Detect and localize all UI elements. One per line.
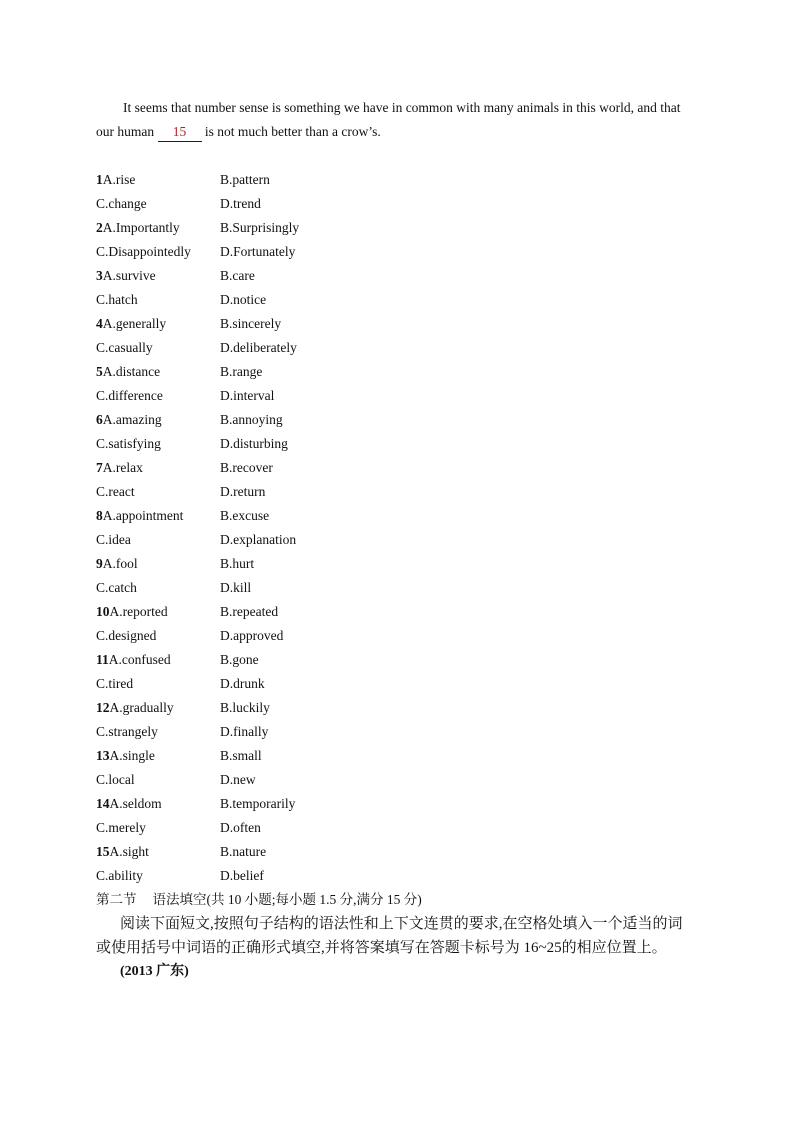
question-row (96, 504, 416, 528)
question-row (96, 576, 416, 600)
question-number: 4 (96, 316, 103, 331)
option-d[interactable]: D.often (220, 820, 261, 835)
option-a[interactable] (96, 648, 171, 672)
question-number: 6 (96, 412, 103, 427)
question-row (96, 600, 416, 624)
option-b[interactable]: B.care (220, 268, 255, 283)
option-b[interactable]: B.recover (220, 460, 273, 475)
question-row (96, 624, 416, 648)
option-d[interactable]: D.return (220, 484, 266, 499)
option-a[interactable] (96, 216, 180, 240)
option-a[interactable] (96, 600, 168, 624)
option-d[interactable]: D.deliberately (220, 340, 297, 355)
question-row (96, 264, 416, 288)
option-a[interactable] (96, 312, 166, 336)
option-c[interactable]: C.hatch (96, 292, 138, 307)
option-d[interactable]: D.finally (220, 724, 269, 739)
option-a[interactable] (96, 840, 149, 864)
option-c[interactable]: C.change (96, 196, 147, 211)
option-b[interactable]: B.luckily (220, 700, 270, 715)
question-row (96, 192, 416, 216)
question-row (96, 408, 416, 432)
question-number: 1 (96, 172, 103, 187)
question-row (96, 720, 416, 744)
option-d[interactable]: D.belief (220, 868, 264, 883)
question-number: 7 (96, 460, 103, 475)
answer-blank[interactable]: 15 (158, 123, 202, 142)
option-d[interactable]: D.trend (220, 196, 261, 211)
question-number: 11 (96, 652, 109, 667)
question-row (96, 552, 416, 576)
option-a-text: A.confused (108, 652, 171, 667)
question-number: 5 (96, 364, 103, 379)
question-row (96, 384, 416, 408)
question-number: 14 (96, 796, 110, 811)
option-b[interactable]: B.Surprisingly (220, 220, 300, 235)
option-b[interactable]: B.gone (220, 652, 259, 667)
passage-text-before: It seems that number sense is something we have in common with many animals in this world, and that our human (96, 100, 681, 139)
option-b[interactable]: B.annoying (220, 412, 283, 427)
option-c[interactable]: C.Disappointedly (96, 244, 191, 259)
section-heading (96, 888, 422, 912)
question-number: 8 (96, 508, 103, 523)
option-a[interactable] (96, 360, 160, 384)
option-a-text: A.sight (109, 844, 149, 859)
option-a[interactable] (96, 504, 183, 528)
section-title: 语法填空(共 10 小题;每小题 1.5 分,满分 15 分) (152, 892, 422, 907)
option-c[interactable]: C.tired (96, 676, 134, 691)
option-d[interactable]: D.new (220, 772, 256, 787)
question-row (96, 816, 416, 840)
option-c[interactable]: C.react (96, 484, 135, 499)
option-a-text: A.generally (102, 316, 167, 331)
options-list (96, 168, 416, 888)
option-c[interactable]: C.difference (96, 388, 163, 403)
option-a-text: A.relax (102, 460, 143, 475)
option-c[interactable]: C.idea (96, 532, 131, 547)
option-d[interactable]: D.drunk (220, 676, 265, 691)
option-a-text: A.appointment (102, 508, 184, 523)
option-a[interactable] (96, 264, 156, 288)
option-b[interactable]: B.small (220, 748, 262, 763)
option-a-text: A.Importantly (102, 220, 180, 235)
passage-paragraph (96, 96, 696, 144)
option-b[interactable]: B.excuse (220, 508, 270, 523)
option-c[interactable]: C.designed (96, 628, 157, 643)
option-a-text: A.distance (102, 364, 161, 379)
option-c[interactable]: C.casually (96, 340, 153, 355)
option-a-text: A.amazing (102, 412, 162, 427)
option-b[interactable]: B.hurt (220, 556, 255, 571)
option-d[interactable]: D.interval (220, 388, 275, 403)
question-number: 10 (96, 604, 110, 619)
question-number: 2 (96, 220, 103, 235)
question-row (96, 360, 416, 384)
question-row (96, 456, 416, 480)
option-a[interactable] (96, 696, 174, 720)
question-row (96, 864, 416, 888)
option-a[interactable] (96, 744, 155, 768)
option-c[interactable]: C.local (96, 772, 135, 787)
option-b[interactable]: B.repeated (220, 604, 279, 619)
option-a-text: A.survive (102, 268, 156, 283)
question-row (96, 240, 416, 264)
section-label: 第二节 (96, 892, 137, 907)
option-c[interactable]: C.catch (96, 580, 137, 595)
option-a[interactable] (96, 792, 162, 816)
question-number: 13 (96, 748, 110, 763)
option-a[interactable] (96, 408, 162, 432)
question-number: 12 (96, 700, 110, 715)
question-row (96, 168, 416, 192)
option-a[interactable] (96, 168, 135, 192)
section-instructions (96, 912, 696, 960)
option-a-text: A.gradually (109, 700, 174, 715)
question-row (96, 840, 416, 864)
question-number: 9 (96, 556, 103, 571)
question-row (96, 528, 416, 552)
option-d[interactable]: D.approved (220, 628, 284, 643)
option-c[interactable]: C.ability (96, 868, 143, 883)
option-d[interactable]: D.kill (220, 580, 252, 595)
question-row (96, 216, 416, 240)
option-b[interactable]: B.temporarily (220, 796, 296, 811)
option-b[interactable]: B.pattern (220, 172, 270, 187)
question-row (96, 312, 416, 336)
option-a-text: A.single (109, 748, 155, 763)
question-row (96, 744, 416, 768)
question-number: 3 (96, 268, 103, 283)
option-c[interactable]: C.satisfying (96, 436, 161, 451)
option-b[interactable]: B.range (220, 364, 263, 379)
option-b[interactable]: B.nature (220, 844, 267, 859)
option-b[interactable]: B.sincerely (220, 316, 282, 331)
option-d[interactable]: D.notice (220, 292, 267, 307)
option-c[interactable]: C.strangely (96, 724, 158, 739)
question-row (96, 672, 416, 696)
question-row (96, 792, 416, 816)
option-a[interactable] (96, 552, 138, 576)
question-row (96, 648, 416, 672)
question-number: 15 (96, 844, 110, 859)
instructions-text: 阅读下面短文,按照句子结构的语法性和上下文连贯的要求,在空格处填入一个适当的词或使用括号中词语的正确形式填空,并将答案填写在答题卡标号为 16~25的相应位置上。 (96, 916, 683, 956)
passage-text-after: is not much better than a crow’s. (201, 124, 381, 139)
question-row (96, 768, 416, 792)
option-a-text: A.fool (102, 556, 138, 571)
question-row (96, 336, 416, 360)
option-d[interactable]: D.disturbing (220, 436, 288, 451)
question-row (96, 288, 416, 312)
question-row (96, 696, 416, 720)
question-row (96, 432, 416, 456)
option-a[interactable] (96, 456, 143, 480)
option-a-text: A.seldom (109, 796, 162, 811)
option-a-text: A.reported (109, 604, 168, 619)
question-row (96, 480, 416, 504)
option-d[interactable]: D.explanation (220, 532, 297, 547)
option-c[interactable]: C.merely (96, 820, 146, 835)
option-d[interactable]: D.Fortunately (220, 244, 296, 259)
source-note: (2013 广东) (120, 964, 189, 979)
option-a-text: A.rise (102, 172, 136, 187)
